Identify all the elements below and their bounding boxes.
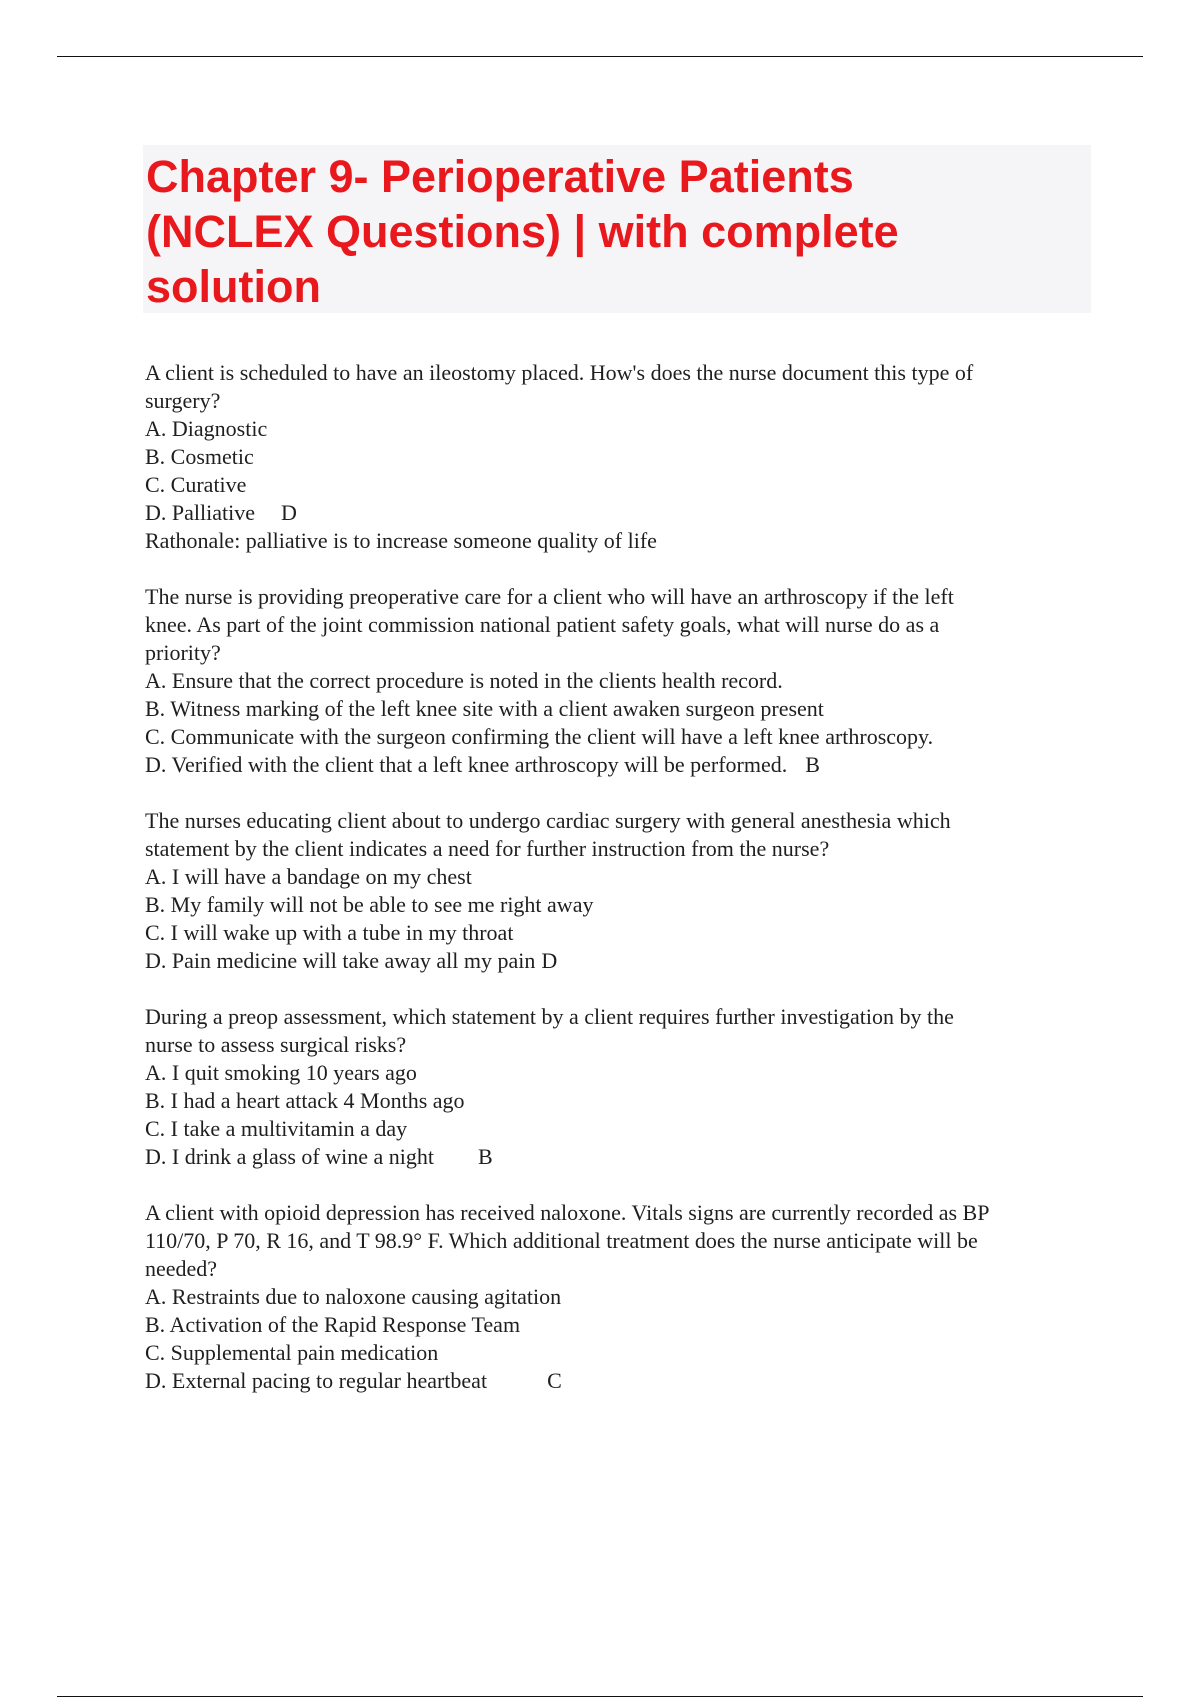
question-stem-line: The nurses educating client about to undergo cardiac surgery with general anesthesia which: [145, 808, 951, 833]
option-a: A. Diagnostic: [145, 416, 268, 441]
title-line: Chapter 9- Perioperative Patients: [146, 151, 854, 202]
option-d: D. Pain medicine will take away all my pain: [145, 948, 536, 973]
option-c: C. Supplemental pain medication: [145, 1340, 439, 1365]
option-c: C. Curative: [145, 472, 247, 497]
option-a: A. Restraints due to naloxone causing agitation: [145, 1284, 562, 1309]
question-stem-line: statement by the client indicates a need for further instruction from the nurse?: [145, 836, 830, 861]
option-b: B. Witness marking of the left knee site with a client awaken surgeon present: [145, 696, 824, 721]
rationale: Rathonale: palliative is to increase someone quality of life: [145, 528, 657, 553]
question-stem-line: A client is scheduled to have an ileostomy placed. How's does the nurse document this type of: [145, 360, 974, 385]
bottom-rule: [57, 1696, 1143, 1697]
option-b: B. Cosmetic: [145, 444, 254, 469]
question-5: [145, 1199, 1090, 1395]
document-title: [143, 145, 1091, 313]
title-line: (NCLEX Questions) | with complete: [146, 206, 899, 257]
question-stem-line: 110/70, P 70, R 16, and T 98.9° F. Which additional treatment does the nurse anticipate will be: [145, 1228, 978, 1253]
question-3: [145, 807, 1090, 975]
option-a: A. I will have a bandage on my chest: [145, 864, 472, 889]
option-c: C. I will wake up with a tube in my throat: [145, 920, 514, 945]
answer-key: B: [478, 1144, 493, 1169]
option-b: B. I had a heart attack 4 Months ago: [145, 1088, 465, 1113]
question-stem-line: knee. As part of the joint commission national patient safety goals, what will nurse do as a: [145, 612, 940, 637]
option-d-row: [145, 1143, 1090, 1171]
option-d-row: [145, 1367, 1090, 1395]
question-4: [145, 1003, 1090, 1171]
question-stem-line: The nurse is providing preoperative care for a client who will have an arthroscopy if the left: [145, 584, 954, 609]
option-a: A. Ensure that the correct procedure is noted in the clients health record.: [145, 668, 783, 693]
option-d: D. I drink a glass of wine a night: [145, 1144, 434, 1169]
question-stem-line: A client with opioid depression has received naloxone. Vitals signs are currently recorded as BP: [145, 1200, 990, 1225]
question-list: [145, 359, 1090, 1423]
question-1: [145, 359, 1090, 555]
option-d: D. Verified with the client that a left knee arthroscopy will be performed.: [145, 752, 788, 777]
option-b: B. My family will not be able to see me right away: [145, 892, 594, 917]
option-d-row: [145, 947, 1090, 975]
title-line: solution: [146, 261, 321, 312]
question-stem-line: surgery?: [145, 388, 221, 413]
option-d: D. Palliative: [145, 500, 255, 525]
answer-key: D: [541, 948, 558, 973]
question-stem-line: needed?: [145, 1256, 218, 1281]
option-c: C. I take a multivitamin a day: [145, 1116, 408, 1141]
option-d-row: [145, 751, 1090, 779]
answer-key: C: [547, 1368, 562, 1393]
answer-key: B: [805, 752, 820, 777]
question-2: [145, 583, 1090, 779]
option-c: C. Communicate with the surgeon confirming the client will have a left knee arthroscopy.: [145, 724, 934, 749]
question-stem-line: priority?: [145, 640, 221, 665]
answer-key: D: [280, 500, 297, 525]
top-rule: [57, 56, 1143, 57]
question-stem-line: During a preop assessment, which statement by a client requires further investigation by the: [145, 1004, 954, 1029]
question-stem-line: nurse to assess surgical risks?: [145, 1032, 407, 1057]
option-a: A. I quit smoking 10 years ago: [145, 1060, 417, 1085]
option-d-row: [145, 499, 1090, 527]
option-b: B. Activation of the Rapid Response Team: [145, 1312, 521, 1337]
option-d: D. External pacing to regular heartbeat: [145, 1368, 488, 1393]
